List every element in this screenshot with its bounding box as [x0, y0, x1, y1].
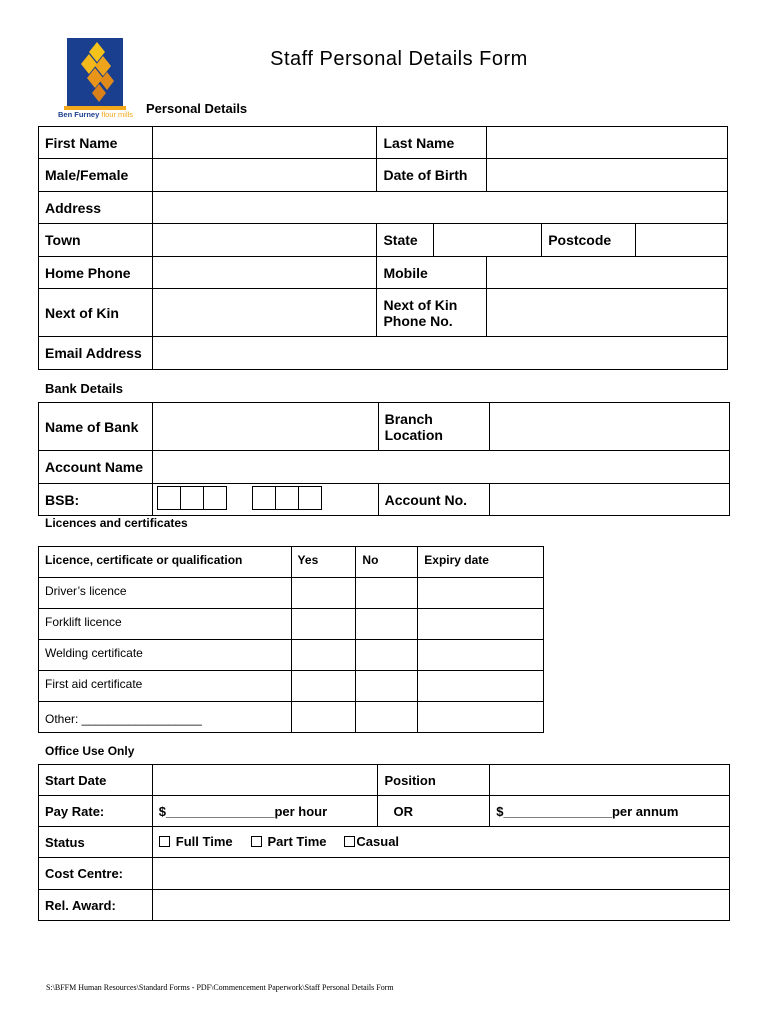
mobile-label: Mobile — [377, 257, 487, 289]
branch-location-label: Branch Location — [378, 403, 490, 451]
no-cell[interactable] — [356, 702, 418, 733]
male-female-field[interactable] — [152, 159, 377, 192]
licences-table — [38, 546, 544, 733]
town-label: Town — [39, 224, 153, 257]
bsb-boxes-group-1[interactable] — [158, 486, 227, 510]
bsb-digit-box[interactable] — [275, 486, 299, 510]
yes-cell[interactable] — [291, 609, 356, 640]
postcode-field[interactable] — [636, 224, 728, 257]
form-title: Staff Personal Details Form — [270, 48, 528, 70]
expiry-cell[interactable] — [418, 609, 544, 640]
name-of-bank-field[interactable] — [152, 403, 378, 451]
date-of-birth-label: Date of Birth — [377, 159, 487, 192]
bsb-boxes-group-2[interactable] — [253, 486, 322, 510]
full-time-checkbox[interactable] — [159, 836, 170, 847]
postcode-label: Postcode — [542, 224, 636, 257]
yes-cell[interactable] — [291, 702, 356, 733]
licence-row-label: Driver’s licence — [39, 578, 292, 609]
no-cell[interactable] — [356, 671, 418, 702]
per-annum-field[interactable]: $_______________per annum — [490, 796, 730, 827]
licences-heading: Licences and certificates — [45, 516, 188, 530]
licence-row-label: Welding certificate — [39, 640, 292, 671]
part-time-option[interactable]: Part Time — [251, 834, 327, 849]
next-of-kin-phone-field[interactable] — [487, 289, 728, 337]
position-label: Position — [378, 765, 490, 796]
status-label: Status — [39, 827, 153, 858]
home-phone-field[interactable] — [152, 257, 377, 289]
name-of-bank-label: Name of Bank — [39, 403, 153, 451]
licence-row-label: First aid certificate — [39, 671, 292, 702]
yes-cell[interactable] — [291, 640, 356, 671]
part-time-checkbox[interactable] — [251, 836, 262, 847]
bsb-label: BSB: — [39, 484, 153, 516]
col-header-no: No — [356, 547, 418, 578]
yes-cell[interactable] — [291, 578, 356, 609]
start-date-label: Start Date — [39, 765, 153, 796]
office-use-table — [38, 764, 730, 921]
address-field[interactable] — [152, 192, 727, 224]
no-cell[interactable] — [356, 640, 418, 671]
pay-rate-label: Pay Rate: — [39, 796, 153, 827]
col-header-qualification: Licence, certificate or qualification — [39, 547, 292, 578]
office-use-heading: Office Use Only — [45, 744, 135, 758]
logo-wordmark: Ben Furney flour mills — [58, 110, 134, 119]
account-no-field[interactable] — [490, 484, 730, 516]
last-name-field[interactable] — [487, 127, 728, 159]
state-field[interactable] — [434, 224, 542, 257]
next-of-kin-label: Next of Kin — [39, 289, 153, 337]
bsb-digit-box[interactable] — [203, 486, 227, 510]
file-path-footer: S:\BFFM Human Resources\Standard Forms - PDF\Commencement Paperwork\Staff Personal Details Form — [46, 983, 394, 992]
state-label: State — [377, 224, 434, 257]
expiry-cell[interactable] — [418, 640, 544, 671]
cost-centre-field[interactable] — [152, 858, 729, 890]
email-field[interactable] — [152, 337, 727, 370]
date-of-birth-field[interactable] — [487, 159, 728, 192]
per-hour-field[interactable]: $_______________per hour — [152, 796, 378, 827]
casual-checkbox[interactable] — [344, 836, 355, 847]
bank-details-heading: Bank Details — [45, 381, 124, 396]
status-options — [152, 827, 729, 858]
account-no-label: Account No. — [378, 484, 490, 516]
expiry-cell[interactable] — [418, 702, 544, 733]
rel-award-field[interactable] — [152, 890, 729, 921]
bank-details-table — [38, 402, 730, 516]
no-cell[interactable] — [356, 578, 418, 609]
last-name-label: Last Name — [377, 127, 487, 159]
branch-location-field[interactable] — [490, 403, 730, 451]
position-field[interactable] — [490, 765, 730, 796]
town-field[interactable] — [152, 224, 377, 257]
expiry-cell[interactable] — [418, 578, 544, 609]
casual-option[interactable]: Casual — [344, 834, 399, 849]
col-header-expiry: Expiry date — [418, 547, 544, 578]
email-label: Email Address — [39, 337, 153, 370]
start-date-field[interactable] — [152, 765, 378, 796]
licence-row-label: Forklift licence — [39, 609, 292, 640]
bsb-digit-box[interactable] — [180, 486, 204, 510]
first-name-field[interactable] — [152, 127, 377, 159]
cost-centre-label: Cost Centre: — [39, 858, 153, 890]
personal-details-heading: Personal Details — [146, 101, 248, 116]
bsb-digit-box[interactable] — [298, 486, 322, 510]
licence-row-other[interactable]: Other: __________________ — [39, 702, 292, 733]
account-name-label: Account Name — [39, 451, 153, 484]
personal-details-table — [38, 126, 728, 370]
account-name-field[interactable] — [152, 451, 729, 484]
next-of-kin-phone-label: Next of Kin Phone No. — [377, 289, 487, 337]
col-header-yes: Yes — [291, 547, 356, 578]
bsb-digit-box[interactable] — [252, 486, 276, 510]
no-cell[interactable] — [356, 609, 418, 640]
full-time-option[interactable]: Full Time — [159, 834, 233, 849]
address-label: Address — [39, 192, 153, 224]
next-of-kin-field[interactable] — [152, 289, 377, 337]
home-phone-label: Home Phone — [39, 257, 153, 289]
yes-cell[interactable] — [291, 671, 356, 702]
bsb-digit-box[interactable] — [157, 486, 181, 510]
bsb-field[interactable] — [152, 484, 378, 516]
or-label: OR — [378, 796, 490, 827]
expiry-cell[interactable] — [418, 671, 544, 702]
rel-award-label: Rel. Award: — [39, 890, 153, 921]
mobile-field[interactable] — [487, 257, 728, 289]
first-name-label: First Name — [39, 127, 153, 159]
male-female-label: Male/Female — [39, 159, 153, 192]
